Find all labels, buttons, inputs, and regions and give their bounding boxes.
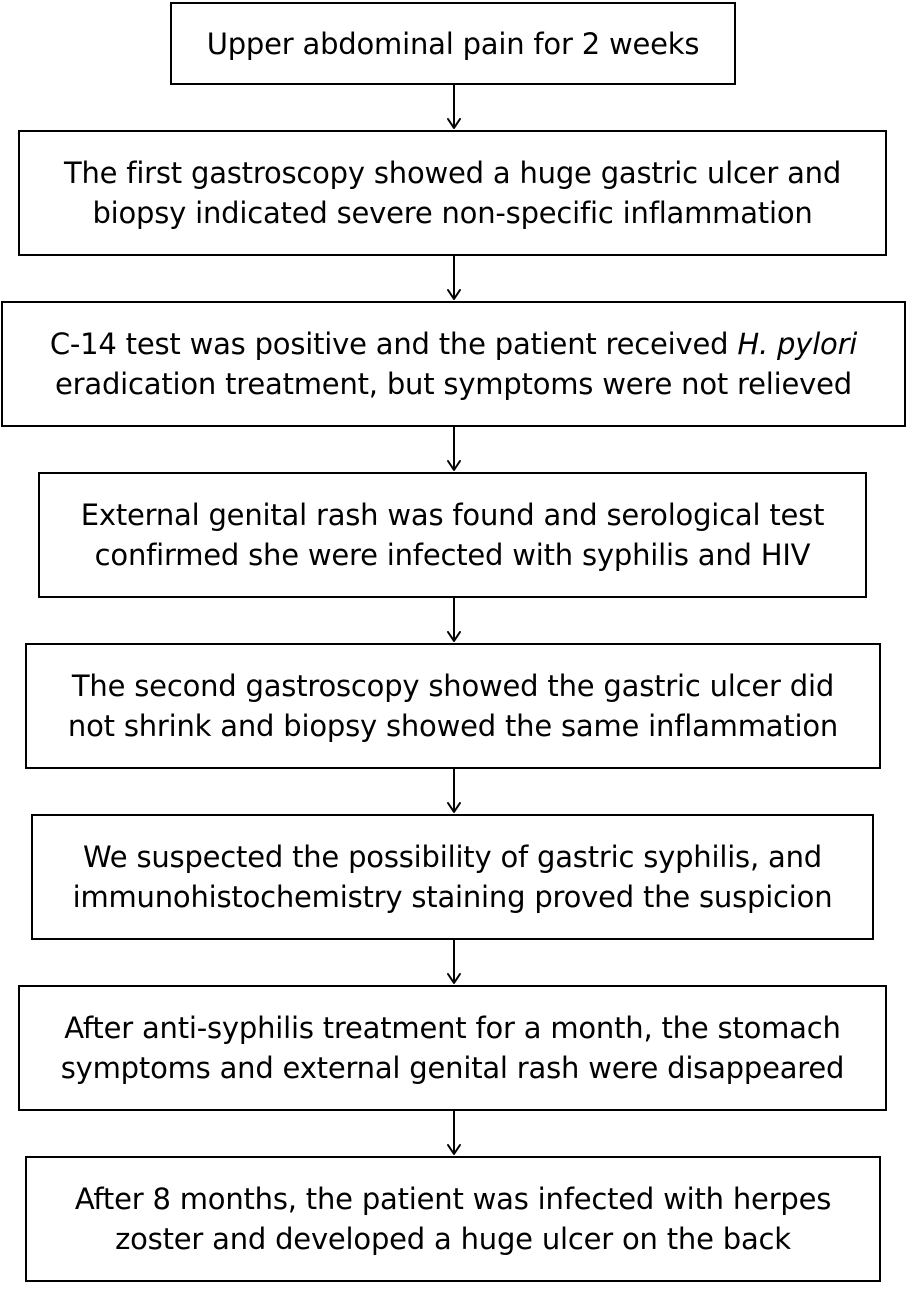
step-box-3: [1, 301, 906, 427]
arrow-2-to-3: [448, 255, 460, 299]
step-box-7: [18, 985, 887, 1111]
arrow-6-to-7: [448, 939, 460, 983]
arrow-3-to-4: [448, 426, 460, 470]
step-3-line-2: eradication treatment, but symptoms were not relieved: [55, 367, 852, 401]
step-box-4: [38, 472, 867, 598]
step-8-line-2: zoster and developed a huge ulcer on the back: [115, 1222, 791, 1256]
step-4-line-1: External genital rash was found and serological test: [80, 498, 825, 532]
step-box-1: [170, 2, 736, 85]
arrow-4-to-5: [448, 597, 460, 641]
step-box-6: [31, 814, 874, 940]
step-4-line-2: confirmed she were infected with syphilis and HIV: [94, 538, 811, 572]
step-1-line-1: Upper abdominal pain for 2 weeks: [206, 26, 700, 61]
step-6-line-2: immunohistochemistry staining proved the suspicion: [72, 880, 833, 914]
step-7-line-2: symptoms and external genital rash were disappeared: [60, 1051, 845, 1085]
step-5-line-1: The second gastroscopy showed the gastric ulcer did: [71, 669, 835, 703]
step-3-line-1-text: C-14 test was positive and the patient received: [49, 327, 738, 361]
step-5-line-2: not shrink and biopsy showed the same inflammation: [67, 709, 839, 743]
step-2-line-2: biopsy indicated severe non-specific inflammation: [92, 196, 813, 230]
step-box-2: [18, 130, 887, 256]
step-3-line-1: [50, 324, 857, 364]
step-8-line-1: After 8 months, the patient was infected with herpes: [74, 1182, 832, 1216]
arrow-1-to-2: [448, 84, 460, 128]
step-box-5: [25, 643, 881, 769]
step-7-line-1: After anti-syphilis treatment for a month, the stomach: [64, 1011, 841, 1045]
step-box-8: [25, 1156, 881, 1282]
step-2-line-1: The first gastroscopy showed a huge gastric ulcer and: [63, 156, 842, 190]
step-3-line-1-italic: H. pylori: [737, 327, 858, 361]
arrow-7-to-8: [448, 1110, 460, 1154]
arrow-5-to-6: [448, 768, 460, 812]
step-6-line-1: We suspected the possibility of gastric syphilis, and: [83, 840, 822, 874]
